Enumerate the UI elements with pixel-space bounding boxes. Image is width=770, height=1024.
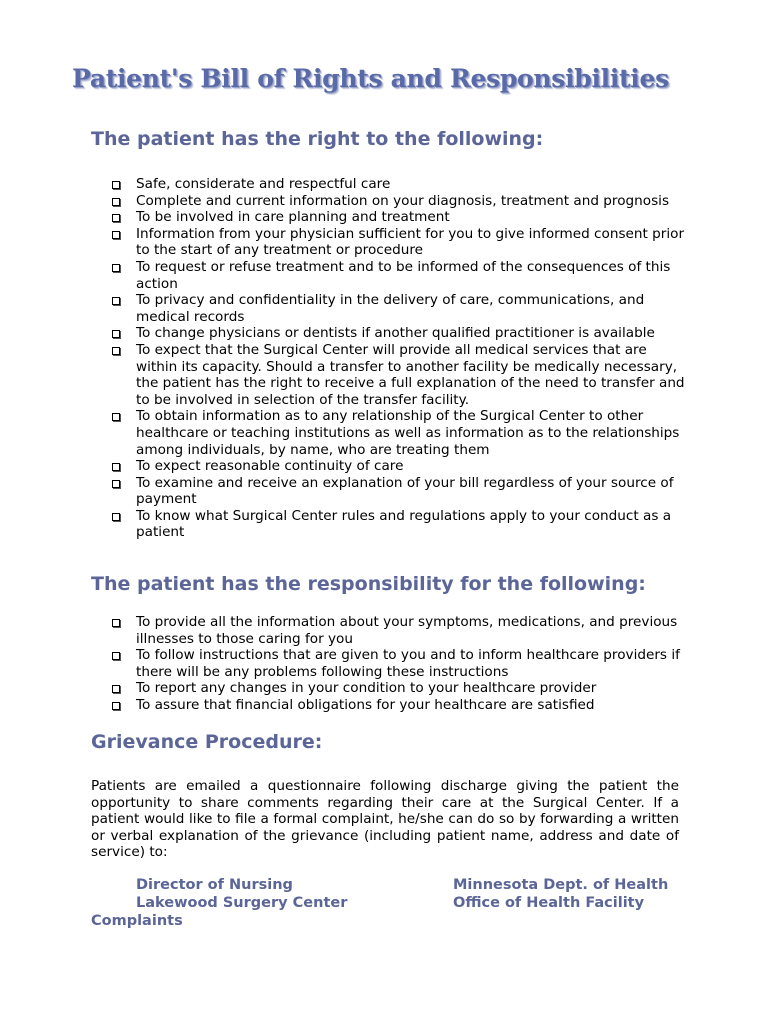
list-item-text: Complete and current information on your diagnosis, treatment and prognosis bbox=[136, 192, 670, 209]
checkbox-bullet-icon bbox=[112, 214, 120, 222]
list-item bbox=[110, 697, 690, 714]
list-item-text: To privacy and confidentiality in the delivery of care, communications, and medical records bbox=[136, 292, 645, 325]
rights-list bbox=[110, 176, 690, 541]
list-item bbox=[110, 647, 690, 680]
grievance-paragraph: Patients are emailed a questionnaire following discharge giving the patient the opportunity to share comments regarding their care at the Surgical Center. If a patient would like to file a formal complaint, he/she can do so by forwarding a written or verbal explanation of the grievance (including patient name, address and date of service) to: bbox=[91, 778, 679, 861]
list-item-text: Safe, considerate and respectful care bbox=[136, 176, 391, 192]
list-item-text: Information from your physician sufficient for you to give informed consent prior to the start of any treatment or procedure bbox=[136, 225, 685, 259]
list-item bbox=[110, 176, 690, 193]
checkbox-bullet-icon bbox=[112, 413, 120, 421]
list-item bbox=[110, 193, 690, 210]
list-item-text: To be involved in care planning and treatment bbox=[136, 209, 450, 226]
list-item bbox=[110, 408, 690, 458]
list-item bbox=[110, 342, 690, 408]
list-item bbox=[110, 226, 690, 259]
list-item-text: To examine and receive an explanation of your bill regardless of your source of payment bbox=[136, 474, 674, 508]
list-item-text: To report any changes in your condition to your healthcare provider bbox=[136, 680, 597, 697]
checkbox-bullet-icon bbox=[112, 513, 120, 521]
list-item-text: To request or refuse treatment and to be informed of the consequences of this action bbox=[136, 258, 671, 292]
list-item-text: To assure that financial obligations for your healthcare are satisfied bbox=[136, 696, 595, 713]
checkbox-bullet-icon bbox=[112, 330, 120, 338]
address-right-line-2: Office of Health Facility bbox=[453, 895, 645, 911]
checkbox-bullet-icon bbox=[112, 198, 120, 206]
list-item-text: To provide all the information about your symptoms, medications, and previous illnesses to those caring for you bbox=[136, 614, 678, 647]
checkbox-bullet-icon bbox=[112, 181, 120, 189]
rights-heading: The patient has the right to the following: bbox=[91, 128, 544, 150]
list-item bbox=[110, 458, 690, 475]
document-title: Patient's Bill of Rights and Responsibilities bbox=[72, 64, 669, 93]
list-item bbox=[110, 614, 690, 647]
list-item bbox=[110, 259, 690, 292]
list-item-text: To know what Surgical Center rules and regulations apply to your conduct as a patient bbox=[136, 507, 672, 541]
list-item bbox=[110, 508, 690, 541]
list-item-text: To expect that the Surgical Center will provide all medical services that are within its capacity. Should a transfer to another facility be medically necessary, the patient has the right to receive a full explanation of the need to transfer and to be involved in selection of the transfer facility. bbox=[136, 341, 685, 408]
list-item bbox=[110, 680, 690, 697]
checkbox-bullet-icon bbox=[112, 264, 120, 272]
list-item bbox=[110, 325, 690, 342]
checkbox-bullet-icon bbox=[112, 480, 120, 488]
checkbox-bullet-icon bbox=[112, 297, 120, 305]
address-left-line-3: Complaints bbox=[91, 913, 183, 929]
list-item-text: To change physicians or dentists if another qualified practitioner is available bbox=[136, 325, 655, 342]
responsibilities-heading: The patient has the responsibility for the following: bbox=[91, 573, 646, 595]
list-item-text: To expect reasonable continuity of care bbox=[136, 458, 404, 475]
checkbox-bullet-icon bbox=[112, 652, 120, 660]
checkbox-bullet-icon bbox=[112, 702, 120, 710]
address-left-line-2: Lakewood Surgery Center bbox=[136, 895, 348, 911]
grievance-heading: Grievance Procedure: bbox=[91, 731, 323, 753]
checkbox-bullet-icon bbox=[112, 685, 120, 693]
list-item-text: To follow instructions that are given to you and to inform healthcare providers if there will be any problems following these instructions bbox=[136, 647, 680, 680]
responsibilities-list bbox=[110, 614, 690, 714]
list-item bbox=[110, 292, 690, 325]
address-left-line-1: Director of Nursing bbox=[136, 877, 293, 893]
list-item-text: To obtain information as to any relationship of the Surgical Center to other healthcare or teaching institutions as well as information as to the relationships among individuals, by name, who are treating them bbox=[136, 408, 680, 458]
list-item bbox=[110, 475, 690, 508]
list-item bbox=[110, 209, 690, 226]
checkbox-bullet-icon bbox=[112, 347, 120, 355]
checkbox-bullet-icon bbox=[112, 619, 120, 627]
checkbox-bullet-icon bbox=[112, 463, 120, 471]
checkbox-bullet-icon bbox=[112, 231, 120, 239]
address-right-line-1: Minnesota Dept. of Health bbox=[453, 877, 669, 893]
